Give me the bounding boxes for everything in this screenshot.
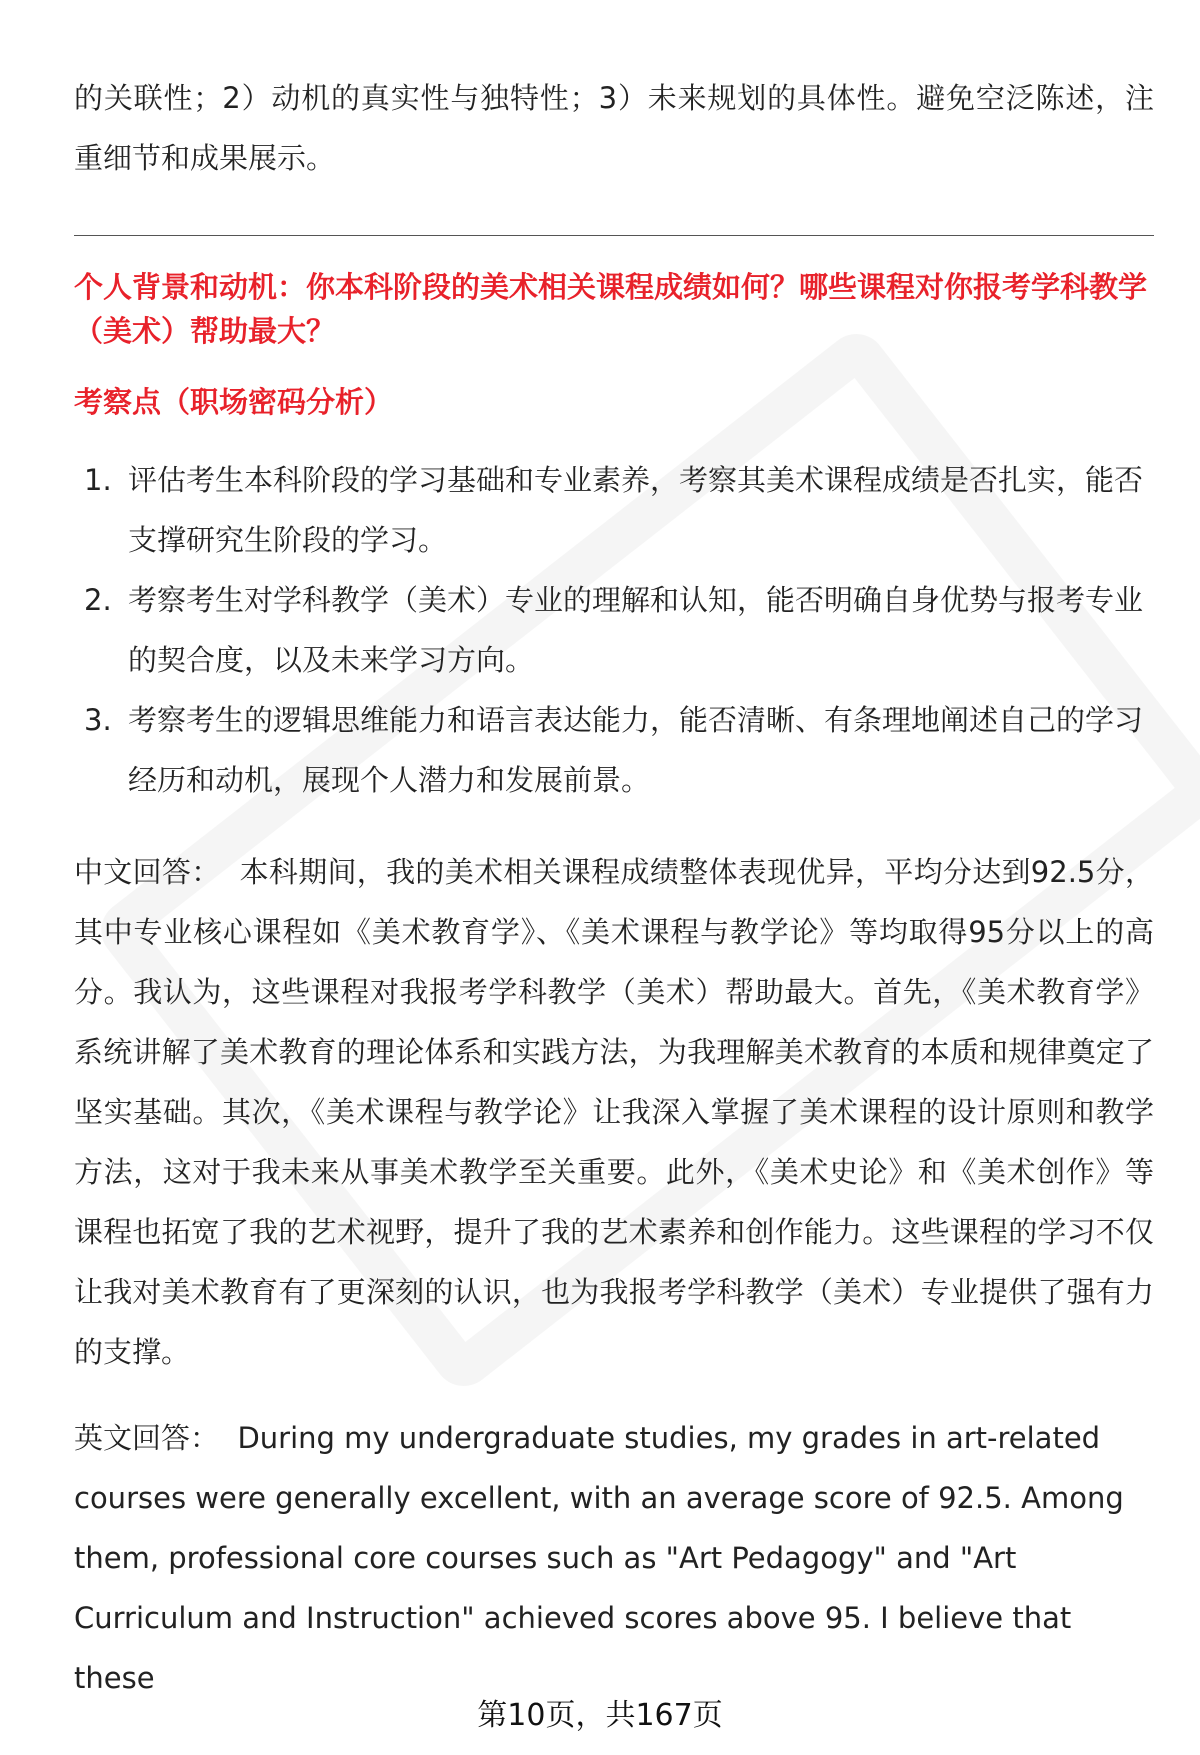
intro-paragraph: 的关联性；2）动机的真实性与独特性；3）未来规划的具体性。避免空泛陈述，注重细节和成果展示。 (74, 81, 1154, 175)
answer-english-label: 英文回答： (74, 1421, 220, 1455)
list-number: 1. (84, 463, 112, 497)
answer-chinese-label: 中文回答： (74, 855, 221, 889)
list-item (74, 570, 1154, 690)
list-number: 3. (84, 703, 112, 737)
answer-chinese (74, 842, 1154, 1382)
list-item (74, 450, 1154, 570)
analysis-list (74, 450, 1154, 810)
list-text: 考察考生的逻辑思维能力和语言表达能力，能否清晰、有条理地阐述自己的学习经历和动机，展现个人潜力和发展前景。 (128, 703, 1144, 797)
list-number: 2. (84, 583, 112, 617)
question-heading: 个人背景和动机：你本科阶段的美术相关课程成绩如何？哪些课程对你报考学科教学（美术）帮助最大？ (74, 270, 1148, 348)
intro-block (74, 68, 1154, 188)
answer-english (74, 1408, 1154, 1708)
answer-english-text: During my undergraduate studies, my grades in art-related courses were generally excellent, with an average score of 92.5. Among them, professional core courses such as "Art Pedagogy" and "Art Curriculum and Instruction" achieved scores above 95. I believe that these (74, 1421, 1124, 1695)
list-text: 评估考生本科阶段的学习基础和专业素养，考察其美术课程成绩是否扎实，能否支撑研究生阶段的学习。 (128, 463, 1144, 557)
list-text: 考察考生对学科教学（美术）专业的理解和认知，能否明确自身优势与报考专业的契合度，以及未来学习方向。 (128, 583, 1144, 677)
page-number: 第10页，共167页 (477, 1698, 723, 1733)
section-divider (74, 235, 1154, 236)
analysis-heading: 考察点（职场密码分析） (74, 385, 394, 419)
answer-chinese-text: 本科期间，我的美术相关课程成绩整体表现优异，平均分达到92.5分，其中专业核心课程如《美术教育学》、《美术课程与教学论》等均取得95分以上的高分。我认为，这些课程对我报考学科教学（美术）帮助最大。首先，《美术教育学》系统讲解了美术教育的理论体系和实践方法，为我理解美术教育的本质和规律奠定了坚实基础。其次，《美术课程与教学论》让我深入掌握了美术课程的设计原则和教学方法，这对于我未来从事美术教学至关重要。此外，《美术史论》和《美术创作》等课程也拓宽了我的艺术视野，提升了我的艺术素养和创作能力。这些课程的学习不仅让我对美术教育有了更深刻的认识，也为我报考学科教学（美术）专业提供了强有力的支撑。 (74, 855, 1154, 1369)
list-item (74, 690, 1154, 810)
